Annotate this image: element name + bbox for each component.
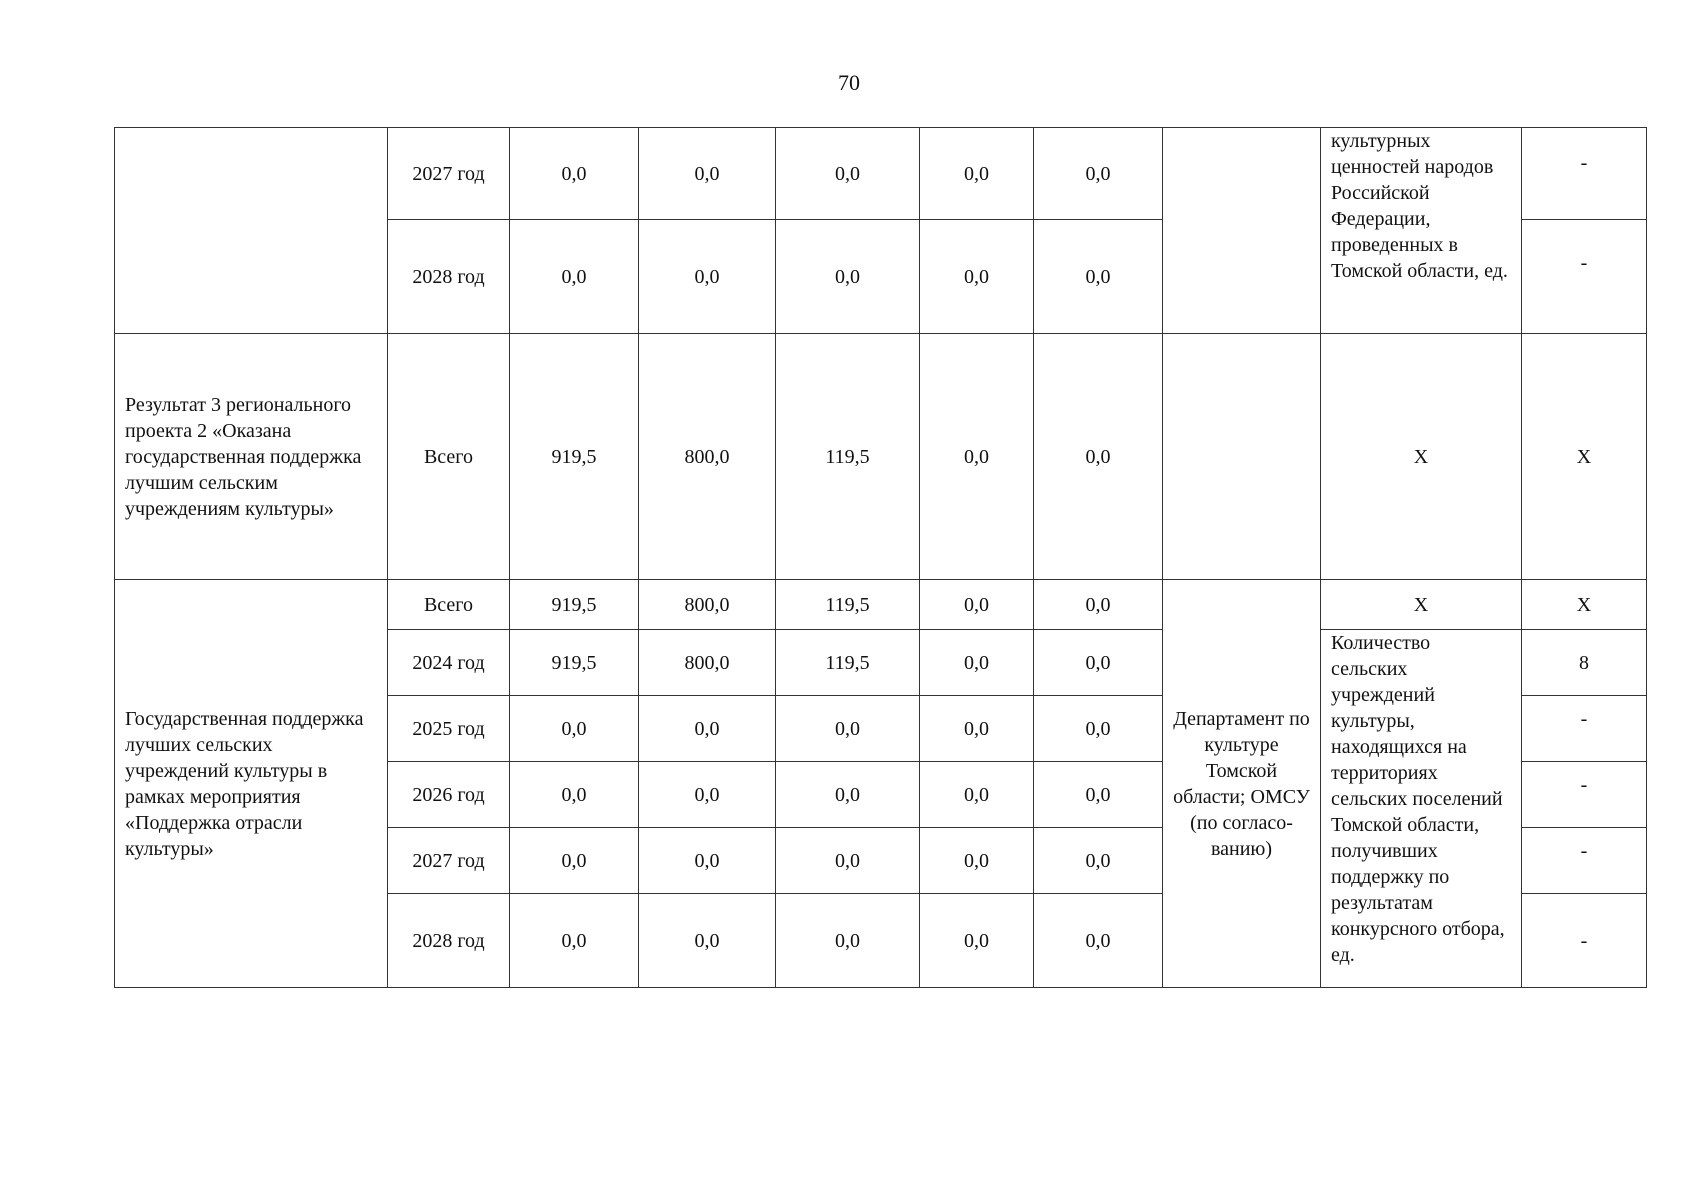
value-cell: 800,0 [639, 630, 776, 696]
value-cell: 0,0 [920, 334, 1034, 580]
year-cell: 2025 год [388, 696, 510, 762]
year-cell: 2028 год [388, 894, 510, 988]
target-cell: - [1522, 762, 1647, 828]
value-cell: 0,0 [920, 696, 1034, 762]
table-row [115, 580, 1647, 630]
funding-table [114, 127, 1647, 988]
indicator-cell: Х [1321, 580, 1522, 630]
result-name-cell: Результат 3 регионального проекта 2 «Оказана государственная поддержка лучшим сельским учреждениям культуры» [115, 334, 388, 580]
value-cell: 0,0 [639, 128, 776, 220]
value-cell: 800,0 [639, 580, 776, 630]
indicator-cell: культурных ценностей народов Российской Федерации, проведенных в Томской области, ед. [1321, 128, 1522, 334]
value-cell: 0,0 [639, 220, 776, 334]
value-cell: 0,0 [510, 220, 639, 334]
value-cell: 0,0 [1034, 128, 1163, 220]
value-cell: 0,0 [776, 762, 920, 828]
value-cell: 0,0 [776, 828, 920, 894]
target-cell: - [1522, 828, 1647, 894]
period-cell: Всего [388, 580, 510, 630]
target-cell: Х [1522, 580, 1647, 630]
year-cell: 2024 год [388, 630, 510, 696]
target-cell: Х [1522, 334, 1647, 580]
table-row [115, 128, 1647, 220]
value-cell: 0,0 [1034, 220, 1163, 334]
value-cell: 0,0 [776, 696, 920, 762]
period-cell: Всего [388, 334, 510, 580]
value-cell: 119,5 [776, 334, 920, 580]
indicator-cell: Х [1321, 334, 1522, 580]
year-cell: 2028 год [388, 220, 510, 334]
value-cell: 0,0 [639, 696, 776, 762]
value-cell: 119,5 [776, 630, 920, 696]
value-cell: 919,5 [510, 630, 639, 696]
value-cell: 0,0 [1034, 630, 1163, 696]
value-cell: 119,5 [776, 580, 920, 630]
target-cell: 8 [1522, 630, 1647, 696]
empty-executor-cell [1163, 128, 1321, 334]
value-cell: 919,5 [510, 580, 639, 630]
value-cell: 0,0 [510, 894, 639, 988]
value-cell: 800,0 [639, 334, 776, 580]
value-cell: 0,0 [920, 894, 1034, 988]
value-cell: 0,0 [776, 220, 920, 334]
value-cell: 0,0 [1034, 334, 1163, 580]
value-cell: 0,0 [639, 762, 776, 828]
value-cell: 0,0 [510, 762, 639, 828]
value-cell: 0,0 [776, 128, 920, 220]
value-cell: 0,0 [776, 894, 920, 988]
value-cell: 0,0 [510, 696, 639, 762]
value-cell: 0,0 [920, 630, 1034, 696]
table-row [115, 334, 1647, 580]
value-cell: 0,0 [639, 828, 776, 894]
year-cell: 2026 год [388, 762, 510, 828]
target-cell: - [1522, 894, 1647, 988]
value-cell: 0,0 [1034, 894, 1163, 988]
year-cell: 2027 год [388, 828, 510, 894]
value-cell: 0,0 [510, 828, 639, 894]
value-cell: 0,0 [1034, 828, 1163, 894]
year-cell: 2027 год [388, 128, 510, 220]
value-cell: 0,0 [1034, 762, 1163, 828]
value-cell: 0,0 [920, 220, 1034, 334]
value-cell: 0,0 [1034, 580, 1163, 630]
indicator-cell: Количество сельских учреждений культуры, находящихся на территориях сельских поселений Томской области, получивших поддержку по результатам конкурсного отбора, ед. [1321, 630, 1522, 988]
value-cell: 0,0 [920, 828, 1034, 894]
value-cell: 0,0 [920, 580, 1034, 630]
executor-cell: Департамент по культуре Томской области; ОМСУ (по согласо-ванию) [1163, 580, 1321, 988]
page-number: 70 [838, 70, 860, 95]
measure-name-cell: Государственная поддержка лучших сельских учреждений культуры в рамках мероприятия «Поддержка отрасли культуры» [115, 580, 388, 988]
value-cell: 0,0 [920, 762, 1034, 828]
target-cell: - [1522, 696, 1647, 762]
value-cell: 0,0 [639, 894, 776, 988]
value-cell: 0,0 [510, 128, 639, 220]
empty-executor-cell [1163, 334, 1321, 580]
value-cell: 0,0 [920, 128, 1034, 220]
empty-name-cell [115, 128, 388, 334]
target-cell: - [1522, 220, 1647, 334]
value-cell: 0,0 [1034, 696, 1163, 762]
value-cell: 919,5 [510, 334, 639, 580]
target-cell: - [1522, 128, 1647, 220]
